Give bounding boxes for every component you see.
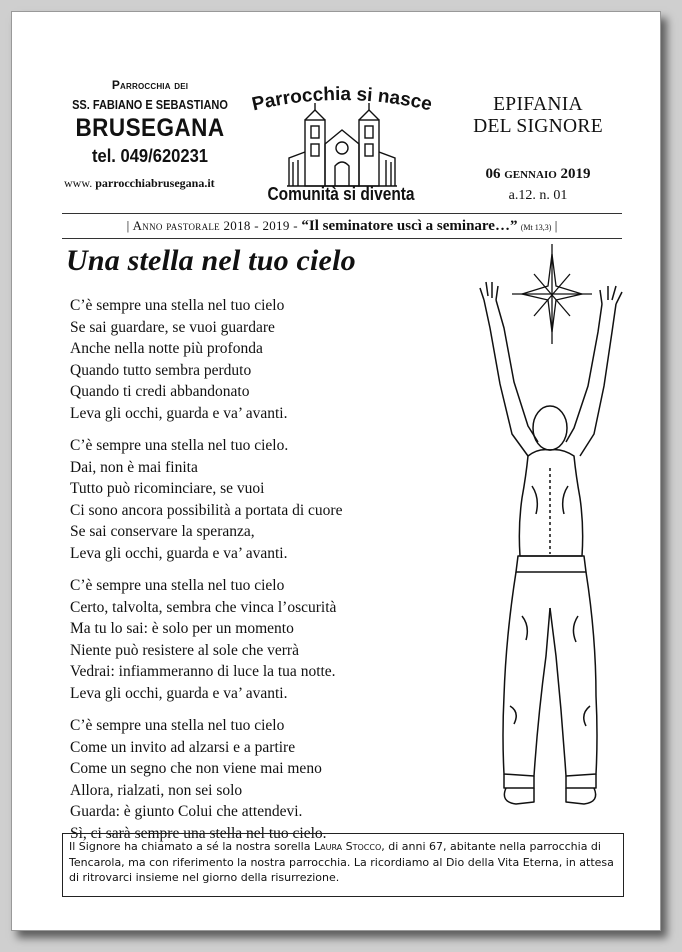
parish-saints: SS. FABIANO E SEBASTIANO (72, 98, 228, 112)
issue-number: a.12. n. 01 (508, 188, 568, 203)
parish-logo (232, 82, 450, 212)
issue-info (448, 94, 628, 204)
church-drawing-icon (287, 100, 397, 190)
poem-line: Come un segno che non viene mai meno (70, 760, 322, 777)
parish-name: BRUSEGANA (75, 114, 225, 142)
pastoral-ref: (Mt 13,3) (520, 223, 552, 232)
banner-bar-left: | (126, 218, 130, 233)
website-domain: parrocchiabrusegana.it (95, 176, 215, 190)
poem-line: C’è sempre una stella nel tuo cielo (70, 717, 285, 734)
slogan-top-text: Parrocchia si nasce (250, 83, 434, 112)
feast-line-1: EPIFANIA (493, 94, 583, 115)
pastoral-year: Anno pastorale 2018 - 2019 - (132, 218, 302, 233)
poem-line: Ci sono ancora possibilità a portata di cuore (70, 501, 343, 519)
poem-line: Come un invito ad alzarsi e a partire (70, 738, 296, 756)
parish-info (60, 78, 240, 191)
poem-line: C’è sempre una stella nel tuo cielo (70, 297, 285, 314)
poem-line: Se sai conservare la speranza, (70, 523, 255, 540)
parish-phone: tel. 049/620231 (91, 146, 209, 166)
poem-line: Leva gli occhi, guarda e va’ avanti. (70, 684, 288, 702)
poem-line: Guarda: è giunto Colui che attendevi. (70, 803, 303, 820)
star-icon (512, 244, 592, 344)
poem (70, 295, 480, 855)
poem-line: Tutto può ricominciare, se vuoi (70, 480, 265, 497)
banner-bar-right: | (554, 218, 558, 233)
poem-stanza (70, 715, 480, 844)
obituary-notice (62, 833, 624, 897)
poem-line: Quando tutto sembra perduto (70, 361, 252, 379)
website-prefix: www. (64, 176, 93, 190)
feast-line-2: DEL SIGNORE (473, 116, 603, 137)
bulletin-page (11, 11, 661, 931)
pastoral-quote: “Il seminatore uscì a seminare…” (301, 218, 518, 234)
poem-line: Anche nella notte più profonda (70, 340, 263, 357)
poem-line: Sì, ci sarà sempre una stella nel tuo cielo. (70, 824, 327, 842)
poem-line: Certo, talvolta, sembra che vinca l’oscurità (70, 598, 337, 616)
parish-website[interactable] (60, 176, 240, 191)
poem-line: Leva gli occhi, guarda e va’ avanti. (70, 544, 288, 562)
article-title: Una stella nel tuo cielo (66, 244, 356, 277)
notice-text-end: , di anni 67, abitante nella parrocchia di Tencarola, ma con riferimento la nostra parrocchia. La ricordiamo al Dio della Vita Eterna, in attesa di ritrovarci insieme nel giorno della risurrezione. (69, 840, 614, 884)
poem-stanza (70, 295, 480, 424)
slogan-bottom: Comunità si diventa (267, 184, 415, 204)
poem-line: Leva gli occhi, guarda e va’ avanti. (70, 404, 288, 422)
parish-prefix: Parrocchia dei (111, 78, 189, 92)
poem-line: Quando ti credi abbandonato (70, 383, 250, 400)
poem-line: Niente può resistere al sole che verrà (70, 641, 299, 659)
poem-stanza (70, 435, 480, 564)
poem-line: Vedrai: infiammeranno di luce la tua notte. (70, 663, 336, 680)
poem-line: Allora, rialzati, non sei solo (70, 781, 243, 799)
praying-man-illustration (470, 236, 650, 816)
notice-text-start: Il Signore ha chiamato a sé la nostra sorella (69, 840, 314, 853)
issue-date: 06 gennaio 2019 (485, 166, 591, 182)
notice-person-name: Laura Stocco (313, 840, 382, 853)
poem-line: C’è sempre una stella nel tuo cielo (70, 577, 285, 594)
poem-stanza (70, 575, 480, 704)
poem-line: Se sai guardare, se vuoi guardare (70, 318, 275, 336)
poem-line: C’è sempre una stella nel tuo cielo. (70, 437, 289, 454)
poem-line: Ma tu lo sai: è solo per un momento (70, 620, 294, 637)
poem-line: Dai, non è mai finita (70, 458, 198, 476)
